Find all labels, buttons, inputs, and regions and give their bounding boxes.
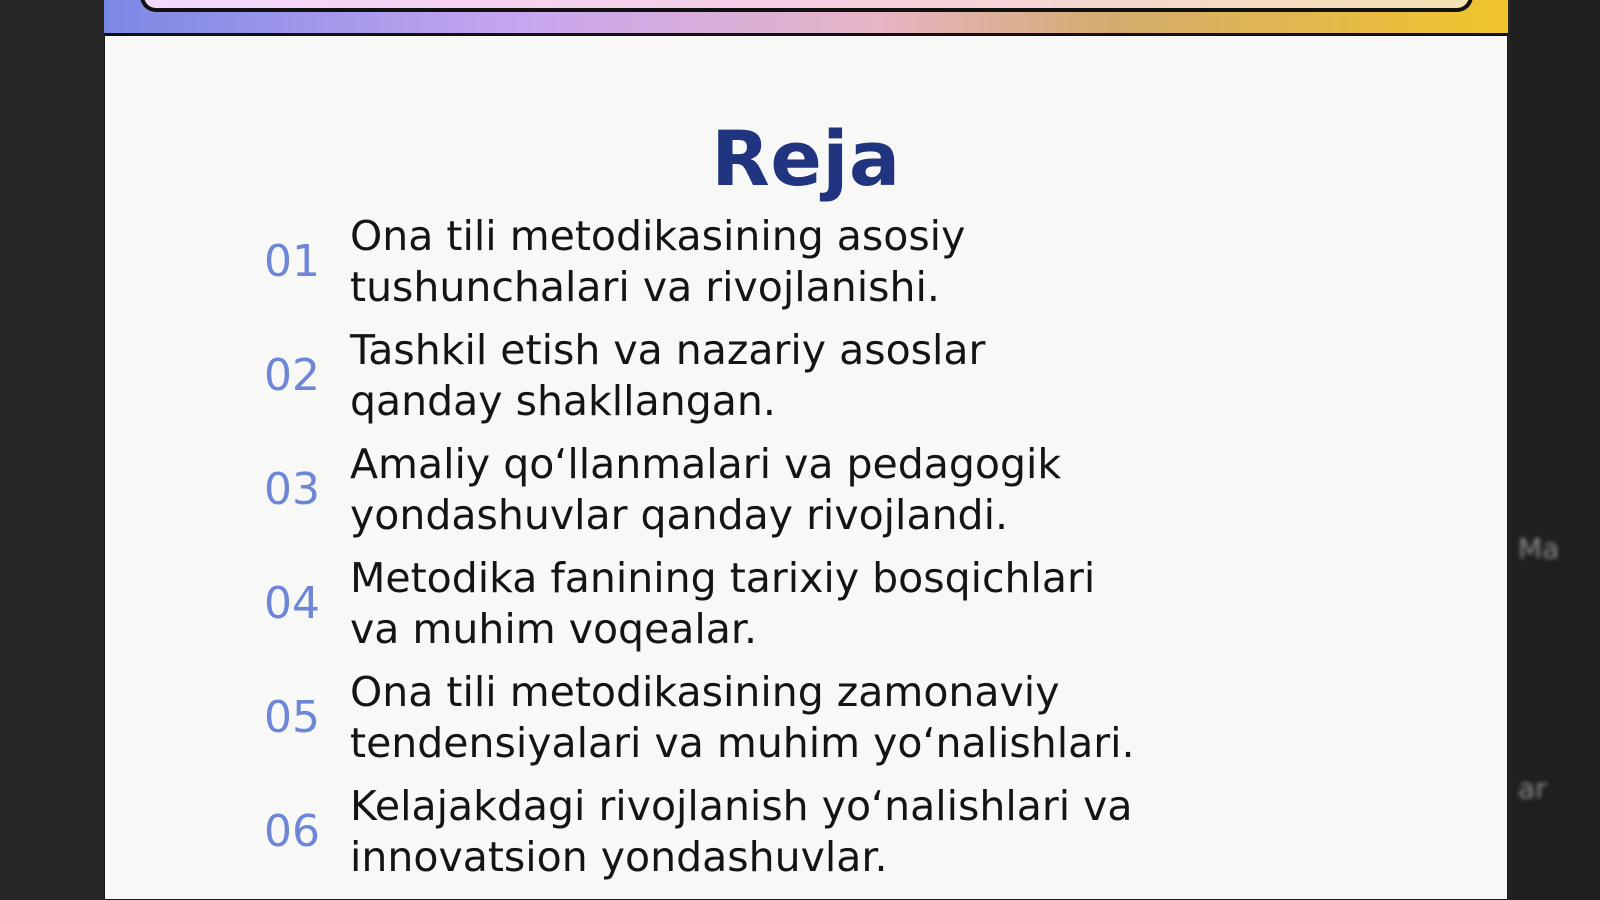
plan-text-line: Tashkil etish va nazariy asoslar [350,326,986,374]
plan-list [264,208,1244,892]
plan-text-line: Kelajakdagi rivojlanish yo‘nalishlari va [350,782,1133,830]
plan-text-line: innovatsion yondashuvlar. [350,833,888,881]
plan-text [350,211,1210,313]
plan-text [350,439,1210,541]
plan-text-line: Ona tili metodikasining asosiy [350,212,966,260]
plan-item-01 [264,208,1244,316]
right-side-panel [1510,0,1600,900]
presentation-slide [104,0,1508,900]
top-gradient-band [104,0,1508,36]
plan-text-line: tendensiyalari va muhim yo‘nalishlari. [350,719,1135,767]
plan-text-line: Ona tili metodikasining zamonaviy [350,668,1060,716]
plan-item-06 [264,778,1244,886]
side-panel-fragment: Ma [1518,535,1560,563]
plan-item-05 [264,664,1244,772]
plan-number: 03 [264,464,320,515]
plan-number: 06 [264,806,320,857]
plan-text-line: yondashuvlar qanday rivojlandi. [350,491,1009,539]
plan-text [350,781,1210,883]
plan-number: 04 [264,578,320,629]
slide-title: Reja [711,113,901,203]
plan-text-line: va muhim voqealar. [350,605,758,653]
plan-number: 02 [264,350,320,401]
plan-text [350,553,1210,655]
plan-text-line: Metodika fanining tarixiy bosqichlari [350,554,1096,602]
plan-text [350,667,1210,769]
plan-item-03 [264,436,1244,544]
side-panel-fragment: ar [1518,775,1547,803]
plan-text-line: Amaliy qo‘llanmalari va pedagogik [350,440,1062,488]
plan-text [350,325,1210,427]
plan-text-line: qanday shakllangan. [350,377,776,425]
plan-number: 01 [264,236,320,287]
plan-text-line: tushunchalari va rivojlanishi. [350,263,940,311]
top-inner-bar [140,0,1473,12]
plan-item-04 [264,550,1244,658]
plan-item-02 [264,322,1244,430]
plan-number: 05 [264,692,320,743]
